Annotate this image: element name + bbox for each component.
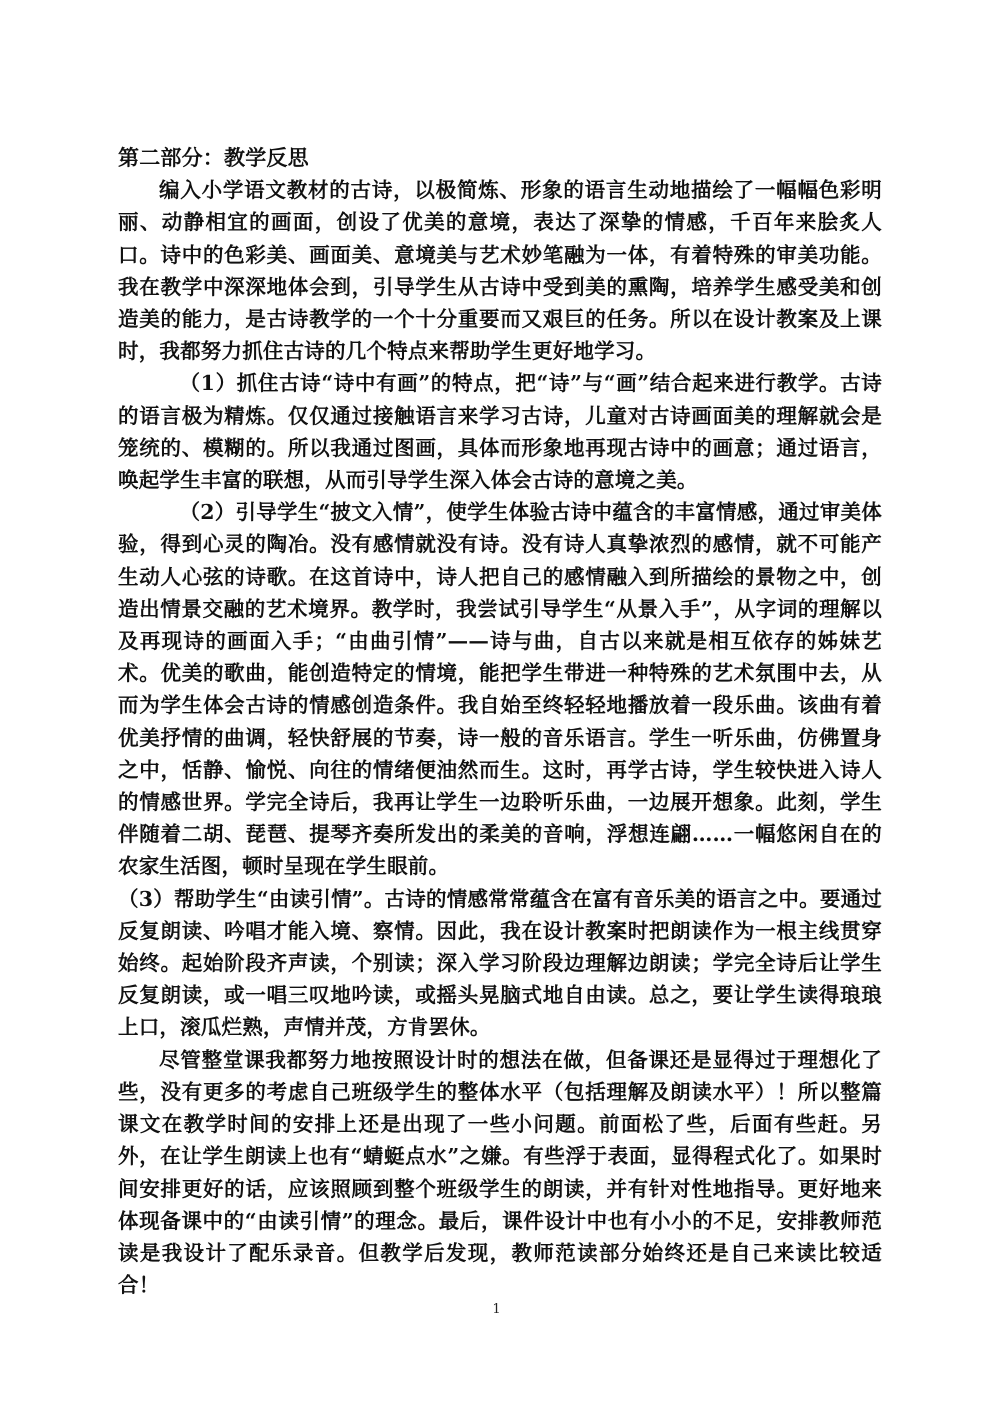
- document-body: [118, 142, 882, 1301]
- paragraph-point-3: （3）帮助学生“由读引情”。古诗的情感常常蕴含在富有音乐美的语言之中。要通过反复朗读、吟唱才能入境、察情。因此，我在设计教案时把朗读作为一根主线贯穿始终。起始阶段齐声读，个别读；深入学习阶段边理解边朗读；学完全诗后让学生反复朗读，或一唱三叹地吟读，或摇头晃脑式地自由读。总之，要让学生读得琅琅上口，滚瓜烂熟，声情并茂，方肯罢休。: [118, 886, 882, 1040]
- section-heading: 第二部分：教学反思: [118, 145, 309, 170]
- paragraph-point-2: （2）引导学生“披文入情”，使学生体验古诗中蕴含的丰富情感，通过审美体验，得到心灵的陶冶。没有感情就没有诗。没有诗人真挚浓烈的感情，就不可能产生动人心弦的诗歌。在这首诗中，诗人把自己的感情融入到所描绘的景物之中，创造出情景交融的艺术境界。教学时，我尝试引导学生“从景入手”，从字词的理解以及再现诗的画面入手；“由曲引情”——诗与曲，自古以来就是相互依存的姊妹艺术。优美的歌曲，能创造特定的情境，能把学生带进一种特殊的艺术氛围中去，从而为学生体会古诗的情感创造条件。我自始至终轻轻地播放着一段乐曲。该曲有着优美抒情的曲调，轻快舒展的节奏，诗一般的音乐语言。学生一听乐曲，仿佛置身之中，恬静、愉悦、向往的情绪便油然而生。这时，再学古诗，学生较快进入诗人的情感世界。学完全诗后，我再让学生一边聆听乐曲，一边展开想象。此刻，学生伴随着二胡、琵琶、提琴齐奏所发出的柔美的音响，浮想连翩……一幅悠闲自在的农家生活图，顿时呈现在学生眼前。: [118, 500, 882, 879]
- paragraph-point-1: （1）抓住古诗“诗中有画”的特点，把“诗”与“画”结合起来进行教学。古诗的语言极为精炼。仅仅通过接触语言来学习古诗，儿童对古诗画面美的理解就会是笼统的、模糊的。所以我通过图画，具体而形象地再现古诗中的画意；通过语言，唤起学生丰富的联想，从而引导学生深入体会古诗的意境之美。: [118, 371, 882, 493]
- page-number: 1: [492, 1302, 501, 1317]
- paragraph-intro: 编入小学语文教材的古诗，以极简炼、形象的语言生动地描绘了一幅幅色彩明丽、动静相宜的画面，创设了优美的意境，表达了深挚的情感，千百年来脍炙人口。诗中的色彩美、画面美、意境美与艺术妙笔融为一体，有着特殊的审美功能。我在教学中深深地体会到，引导学生从古诗中受到美的熏陶，培养学生感受美和创造美的能力，是古诗教学的一个十分重要而又艰巨的任务。所以在设计教案及上课时，我都努力抓住古诗的几个特点来帮助学生更好地学习。: [118, 178, 882, 364]
- paragraph-conclusion: 尽管整堂课我都努力地按照设计时的想法在做，但备课还是显得过于理想化了些，没有更多的考虑自己班级学生的整体水平（包括理解及朗读水平）！所以整篇课文在教学时间的安排上还是出现了一些小问题。前面松了些，后面有些赶。另外，在让学生朗读上也有“蜻蜓点水”之嫌。有些浮于表面，显得程式化了。如果时间安排更好的话，应该照顾到整个班级学生的朗读，并有针对性地指导。更好地来体现备课中的“由读引情”的理念。最后，课件设计中也有小小的不足，安排教师范读是我设计了配乐录音。但教学后发现，教师范读部分始终还是自己来读比较适合！: [118, 1047, 882, 1298]
